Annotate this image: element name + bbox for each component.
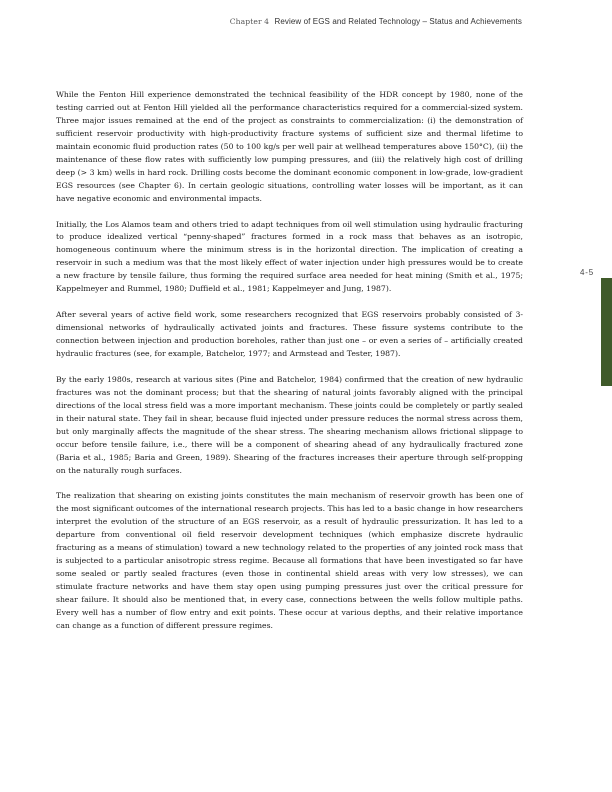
paragraph-1: While the Fenton Hill experience demonstrated the technical feasibility of the HDR concept by 1980, none of the testing carried out at Fenton Hill yielded all the performance characteristics required for a commercial-sized system. Three major issues remained at the end of the project as constraints to commercialization: (i) the demonstration of sufficient reservoir productivity with high-productivity fracture systems of sufficient size and thermal lifetime to maintain economic fluid production rates (50 to 100 kg/s per well pair at wellhead temperatures above 150°C), (ii) the maintenance of these flow rates with sufficiently low pumping pressures, and (iii) the relatively high cost of drilling deep (> 3 km) wells in hard rock. Drilling costs become the dominant economic component in low-grade, low-gradient EGS resources (see Chapter 6). In certain geologic situations, controlling water losses will be important, as it can have negative economic and environmental impacts. — [56, 90, 523, 203]
chapter-label: Chapter 4 — [229, 17, 270, 26]
paragraph-5: The realization that shearing on existing joints constitutes the main mechanism of reservoir growth has been one of the most significant outcomes of the international research projects. This has led to a basic change in how researchers interpret the evolution of the structure of an EGS reservoir, as a result of hydraulic pressurization. It has led to a departure from conventional oil field reservoir development techniques (which emphasize discrete hydraulic fracturing as a means of stimulation) toward a new technology related to the properties of any jointed rock mass that is subjected to a particular anisotropic stress regime. Because all formations that have been investigated so far have some sealed or partly sealed fractures (even those in continental shield areas with very low stresses), we can stimulate fracture networks and have them stay open using pumping pressures just over the critical pressure for shear failure. It should also be mentioned that, in every case, connections between the wells follow multiple paths. Every well has a number of flow entry and exit points. These occur at various depths, and their relative importance can change as a function of different pressure regimes. — [56, 491, 523, 631]
paragraph-2: Initially, the Los Alamos team and others tried to adapt techniques from oil well stimulation using hydraulic fracturing to produce idealized vertical “penny-shaped” fractures formed in a rock mass that behaves as an isotropic, homogeneous continuum where the minimum stress is in the horizontal direction. The implication of creating a reservoir in such a medium was that the most likely effect of water injection under high pressures would be to create a new fracture by tensile failure, thus forming the required surface area needed for heat mining (Smith et al., 1975; Kappelmeyer and Rummel, 1980; Duffield et al., 1981; Kappelmeyer and Jung, 1987). — [56, 219, 523, 294]
page-number: 4-5 — [580, 268, 594, 277]
body-text — [56, 89, 523, 646]
paragraph-3: After several years of active field work, some researchers recognized that EGS reservoirs probably consisted of 3-dimensional networks of hydraulically activated joints and fractures. These fissure systems contribute to the connection between injection and production boreholes, rather than just one – or even a series of – artificially created hydraulic fractures (see, for example, Batchelor, 1977; and Armstead and Tester, 1987). — [56, 310, 523, 359]
chapter-title: Review of EGS and Related Technology – Status and Achievements — [274, 17, 522, 26]
chapter-side-tab — [601, 278, 612, 386]
running-header — [230, 17, 522, 26]
paragraph-4: By the early 1980s, research at various sites (Pine and Batchelor, 1984) confirmed that the creation of new hydraulic fractures was not the dominant process; but that the shearing of natural joints favorably aligned with the principal directions of the local stress field was a more important mechanism. These joints could be completely or partly sealed in their natural state. They fail in shear, because fluid injected under pressure reduces the normal stress across them, but only marginally affects the magnitude of the shear stress. The shearing mechanism allows frictional slippage to occur before tensile failure, i.e., there will be a component of shearing ahead of any hydraulically fractured zone (Baria et al., 1985; Baria and Green, 1989). Shearing of the fractures increases their aperture through self-propping on the naturally rough surfaces. — [56, 374, 523, 475]
